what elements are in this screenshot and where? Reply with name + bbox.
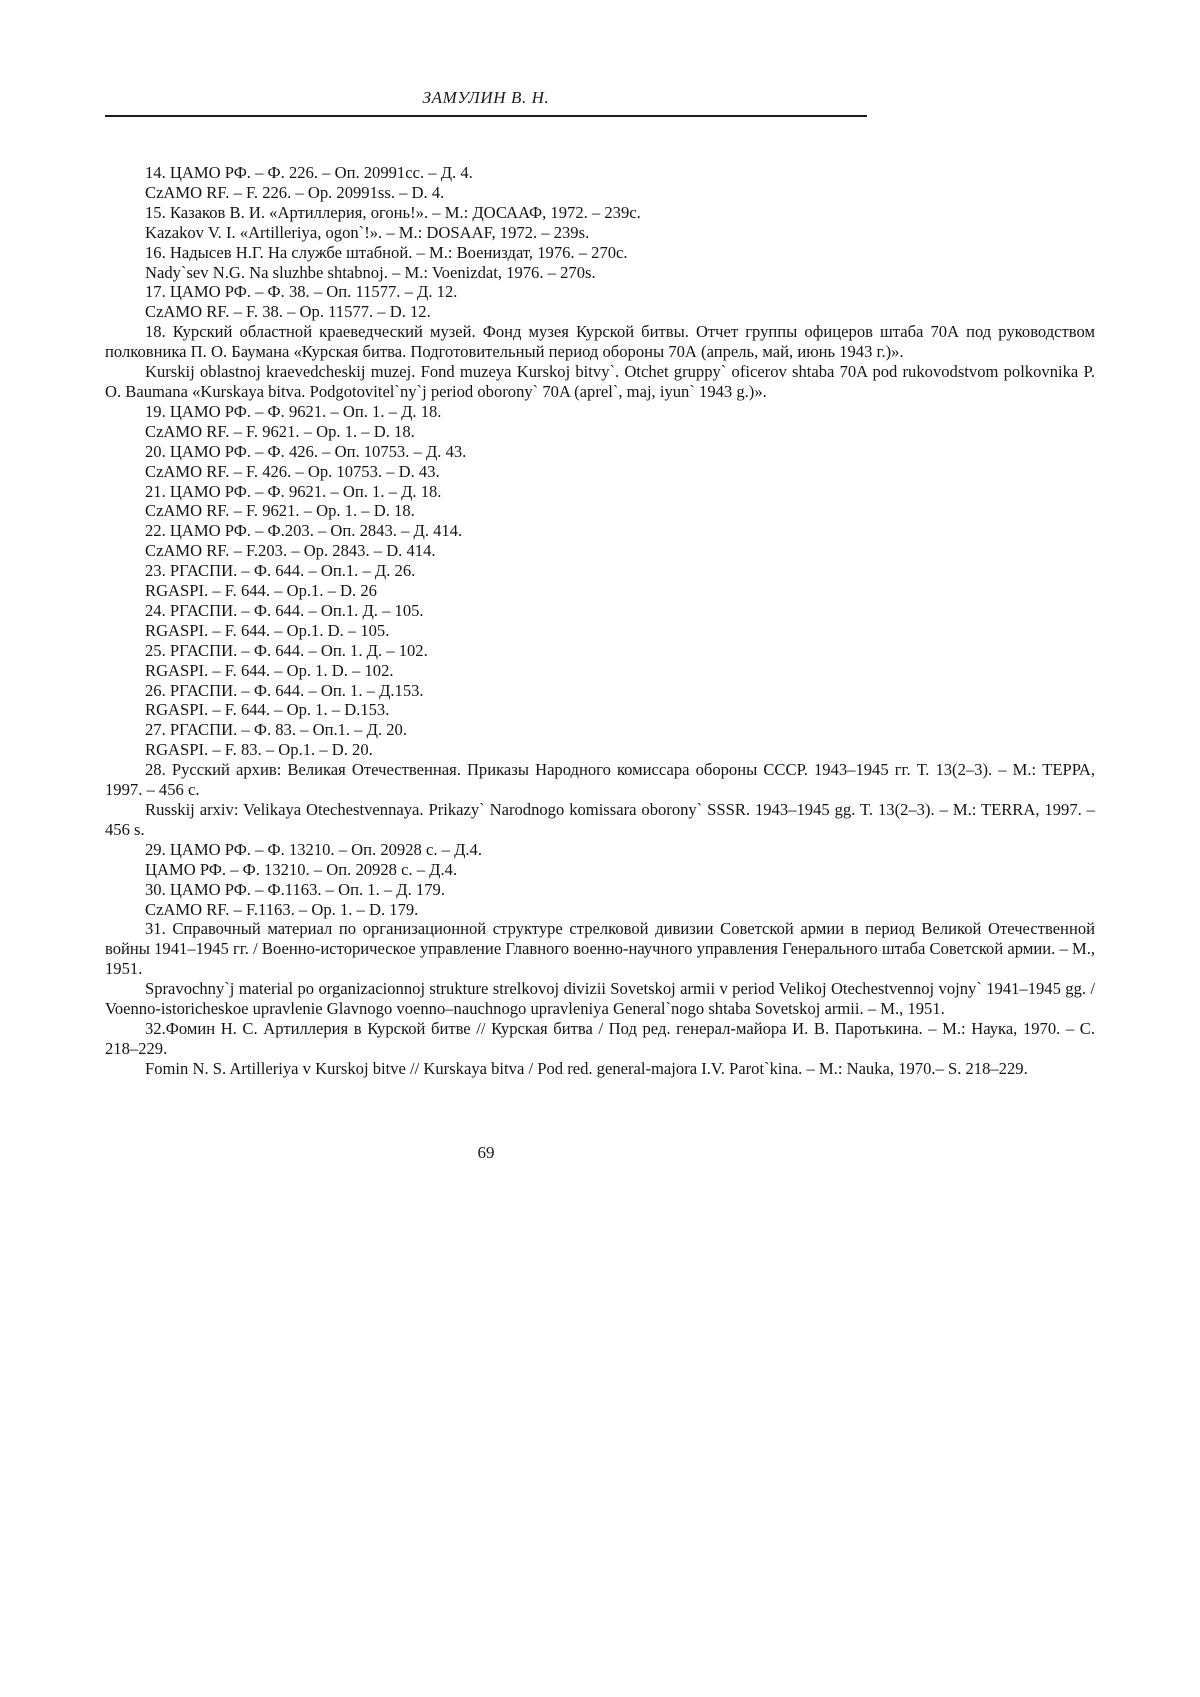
reference-paragraph: 32.Фомин Н. С. Артиллерия в Курской битве // Курская битва / Под ред. генерал-майора И. В. Паротькина. – М.: Наука, 1970. – С. 218–229.: [105, 1018, 1095, 1058]
reference-paragraph: Kurskij oblastnoj kraevedcheskij muzej. Fond muzeya Kurskoj bitvy`. Otchet gruppy` oficerov shtaba 70A pod rukovodstvom polkovnika P. O. Baumana «Kurskaya bitva. Podgotovitel`ny`j period oborony` 70A (aprel`, maj, iyun` 1943 g.)».: [105, 362, 1095, 401]
reference-paragraph: 23. РГАСПИ. – Ф. 644. – Оп.1. – Д. 26.: [145, 561, 416, 581]
reference-paragraph: 29. ЦАМО РФ. – Ф. 13210. – Оп. 20928 с. – Д.4.: [145, 839, 482, 859]
reference-paragraph: 18. Курский областной краеведческий музей. Фонд музея Курской битвы. Отчет группы офицеров штаба 70А под руководством полковника П. О. Баумана «Курская битва. Подготовительный период обороны 70А (апрель, май, июнь 1943 г.)».: [105, 322, 1095, 362]
reference-paragraph: 31. Справочный материал по организационной структуре стрелковой дивизии Советской армии в период Великой Отечественной войны 1941–1945 гг. / Военно-историческое управление Главного военно-научного управления Генерального штаба Советской армии. – М., 1951.: [105, 919, 1095, 979]
reference-paragraph: 21. ЦАМО РФ. – Ф. 9621. – Оп. 1. – Д. 18.: [145, 481, 442, 501]
reference-paragraph: 28. Русский архив: Великая Отечественная. Приказы Народного комиссара обороны СССР. 1943–1945 гг. Т. 13(2–3). – М.: ТЕРРА, 1997. – 456 с.: [105, 760, 1095, 800]
reference-paragraph: ЦАМО РФ. – Ф. 13210. – Оп. 20928 с. – Д.4.: [145, 859, 458, 879]
reference-paragraph: CzAMO RF. – F. 226. – Op. 20991ss. – D. 4.: [145, 182, 445, 202]
reference-paragraph: CzAMO RF. – F. 426. – Op. 10753. – D. 43.: [145, 461, 440, 481]
reference-paragraph: CzAMO RF. – F. 9621. – Op. 1. – D. 18.: [145, 501, 415, 521]
reference-paragraph: CzAMO RF. – F. 9621. – Op. 1. – D. 18.: [145, 421, 415, 441]
reference-paragraph: RGASPI. – F. 644. – Op.1. – D. 26: [145, 581, 377, 601]
references-list: [105, 163, 1095, 1079]
reference-paragraph: 15. Казаков В. И. «Артиллерия, огонь!». – М.: ДОСААФ, 1972. – 239с.: [145, 202, 641, 222]
reference-paragraph: 24. РГАСПИ. – Ф. 644. – Оп.1. Д. – 105.: [145, 600, 424, 620]
reference-paragraph: 25. РГАСПИ. – Ф. 644. – Оп. 1. Д. – 102.: [145, 640, 428, 660]
reference-paragraph: 27. РГАСПИ. – Ф. 83. – Оп.1. – Д. 20.: [145, 720, 407, 740]
running-header-author: ЗАМУЛИН В. Н.: [422, 88, 550, 107]
running-header: [105, 88, 867, 117]
reference-paragraph: RGASPI. – F. 644. – Op.1. D. – 105.: [145, 620, 390, 640]
reference-paragraph: RGASPI. – F. 83. – Op.1. – D. 20.: [145, 740, 373, 760]
reference-paragraph: 22. ЦАМО РФ. – Ф.203. – Оп. 2843. – Д. 414.: [145, 521, 463, 541]
reference-paragraph: RGASPI. – F. 644. – Op. 1. – D.153.: [145, 700, 390, 720]
reference-paragraph: 20. ЦАМО РФ. – Ф. 426. – Оп. 10753. – Д. 43.: [145, 441, 467, 461]
reference-paragraph: 14. ЦАМО РФ. – Ф. 226. – Оп. 20991сс. – Д. 4.: [145, 163, 473, 182]
reference-paragraph: Fomin N. S. Artilleriya v Kurskoj bitve // Kurskaya bitva / Pod red. general-majora I.V. Parot`kina. – M.: Nauka, 1970.– S. 218–229.: [145, 1058, 1028, 1078]
page-number: 69: [477, 1142, 495, 1162]
reference-paragraph: Spravochny`j material po organizacionnoj strukture strelkovoj divizii Sovetskoj armii v period Velikoj Otechestvennoj vojny` 1941–1945 gg. / Voenno-istoricheskoe upravlenie Glavnogo voenno–nauchnogo upravleniya General`nogo shtaba Sovetskoj armii. – M., 1951.: [105, 979, 1095, 1019]
reference-paragraph: 26. РГАСПИ. – Ф. 644. – Оп. 1. – Д.153.: [145, 680, 424, 700]
reference-paragraph: 16. Надысев Н.Г. На службе штабной. – М.: Воениздат, 1976. – 270с.: [145, 242, 628, 262]
reference-paragraph: CzAMO RF. – F.1163. – Op. 1. – D. 179.: [145, 899, 419, 919]
reference-paragraph: 17. ЦАМО РФ. – Ф. 38. – Оп. 11577. – Д. 12.: [145, 282, 458, 302]
reference-paragraph: 19. ЦАМО РФ. – Ф. 9621. – Оп. 1. – Д. 18.: [145, 401, 442, 421]
reference-paragraph: Russkij arxiv: Velikaya Otechestvennaya. Prikazy` Narodnogo komissara oborony` SSSR. 1943–1945 gg. T. 13(2–3). – M.: TERRA, 1997. – 456 s.: [105, 800, 1095, 839]
reference-paragraph: CzAMO RF. – F. 38. – Op. 11577. – D. 12.: [145, 302, 431, 322]
reference-paragraph: Nady`sev N.G. Na sluzhbe shtabnoj. – M.: Voenizdat, 1976. – 270s.: [145, 262, 596, 282]
reference-paragraph: CzAMO RF. – F.203. – Op. 2843. – D. 414.: [145, 541, 436, 561]
reference-paragraph: Kazakov V. I. «Artilleriya, ogon`!». – M.: DOSAAF, 1972. – 239s.: [145, 222, 590, 242]
reference-paragraph: 30. ЦАМО РФ. – Ф.1163. – Оп. 1. – Д. 179.: [145, 879, 445, 899]
reference-paragraph: RGASPI. – F. 644. – Op. 1. D. – 102.: [145, 660, 394, 680]
